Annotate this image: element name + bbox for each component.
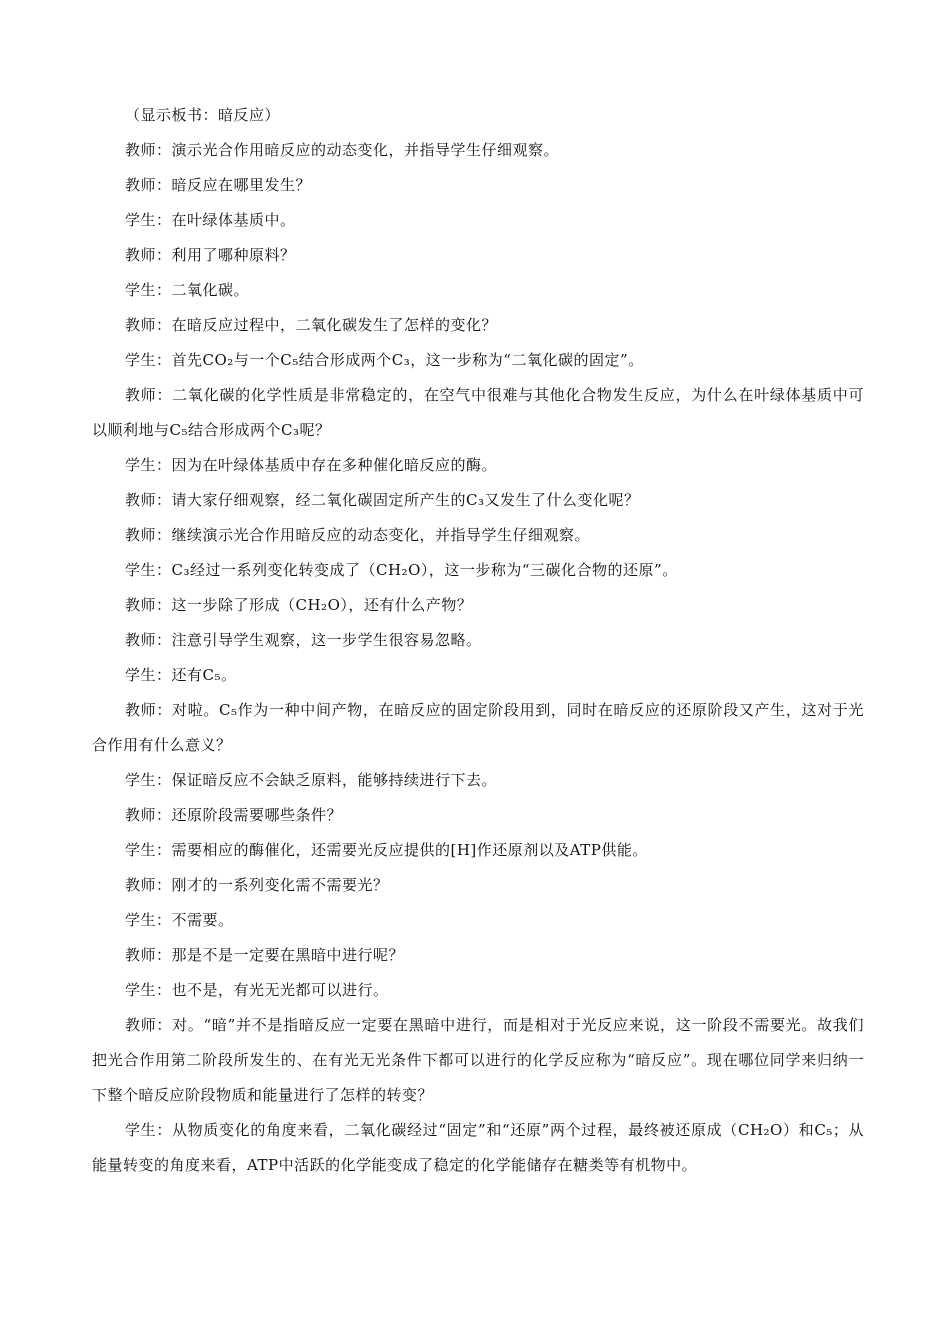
dialogue-line: 学生：还有C₅。 [125,666,237,684]
dialogue-line: 教师：二氧化碳的化学性质是非常稳定的，在空气中很难与其他化合物发生反应，为什么在叶绿体基质中可以顺利地与C₅结合形成两个C₃呢？ [92,386,864,439]
board-note: （显示板书：暗反应） [125,106,281,124]
dialogue-line: 学生：在叶绿体基质中。 [125,211,296,229]
dialogue-line: 教师：暗反应在哪里发生？ [125,176,312,194]
dialogue-line: 教师：还原阶段需要哪些条件？ [125,806,343,824]
dialogue-line: 学生：因为在叶绿体基质中存在多种催化暗反应的酶。 [125,456,498,474]
dialogue-line: 教师：对。“暗”并不是指暗反应一定要在黑暗中进行，而是相对于光反应来说，这一阶段不需要光。故我们把光合作用第二阶段所发生的、在有光无光条件下都可以进行的化学反应称为“暗反应”。现在哪位同学来归纳一下整个暗反应阶段物质和能量进行了怎样的转变？ [92,1016,864,1104]
dialogue-line: 教师：注意引导学生观察，这一步学生很容易忽略。 [125,631,482,649]
dialogue-line: 教师：那是不是一定要在黑暗中进行呢？ [125,946,405,964]
dialogue-line: 教师：利用了哪种原料？ [125,246,296,264]
dialogue-line: 教师：在暗反应过程中，二氧化碳发生了怎样的变化？ [125,316,498,334]
dialogue-line: 教师：这一步除了形成（CH₂O），还有什么产物？ [125,596,473,614]
document-page [92,98,864,1183]
dialogue-line: 学生：二氧化碳。 [125,281,250,299]
dialogue-line: 学生：首先CO₂与一个C₅结合形成两个C₃，这一步称为“二氧化碳的固定”。 [125,351,644,369]
dialogue-line: 教师：对啦。C₅作为一种中间产物，在暗反应的固定阶段用到，同时在暗反应的还原阶段又产生，这对于光合作用有什么意义？ [92,701,864,754]
dialogue-line: 教师：刚才的一系列变化需不需要光？ [125,876,389,894]
dialogue-line: 学生：也不是，有光无光都可以进行。 [125,981,389,999]
dialogue-line: 学生：保证暗反应不会缺乏原料，能够持续进行下去。 [125,771,498,789]
dialogue-line: 学生：从物质变化的角度来看，二氧化碳经过“固定”和“还原”两个过程，最终被还原成（CH₂O）和C₅；从能量转变的角度来看，ATP中活跃的化学能变成了稳定的化学能储存在糖类等有机物中。 [92,1121,864,1174]
dialogue-line: 学生：需要相应的酶催化，还需要光反应提供的[H]作还原剂以及ATP供能。 [125,841,648,859]
dialogue-line: 教师：继续演示光合作用暗反应的动态变化，并指导学生仔细观察。 [125,526,591,544]
dialogue-line: 学生：C₃经过一系列变化转变成了（CH₂O），这一步称为“三碳化合物的还原”。 [125,561,678,579]
dialogue-line: 学生：不需要。 [125,911,234,929]
dialogue-line: 教师：演示光合作用暗反应的动态变化，并指导学生仔细观察。 [125,141,560,159]
dialogue-line: 教师：请大家仔细观察，经二氧化碳固定所产生的C₃又发生了什么变化呢？ [125,491,640,509]
